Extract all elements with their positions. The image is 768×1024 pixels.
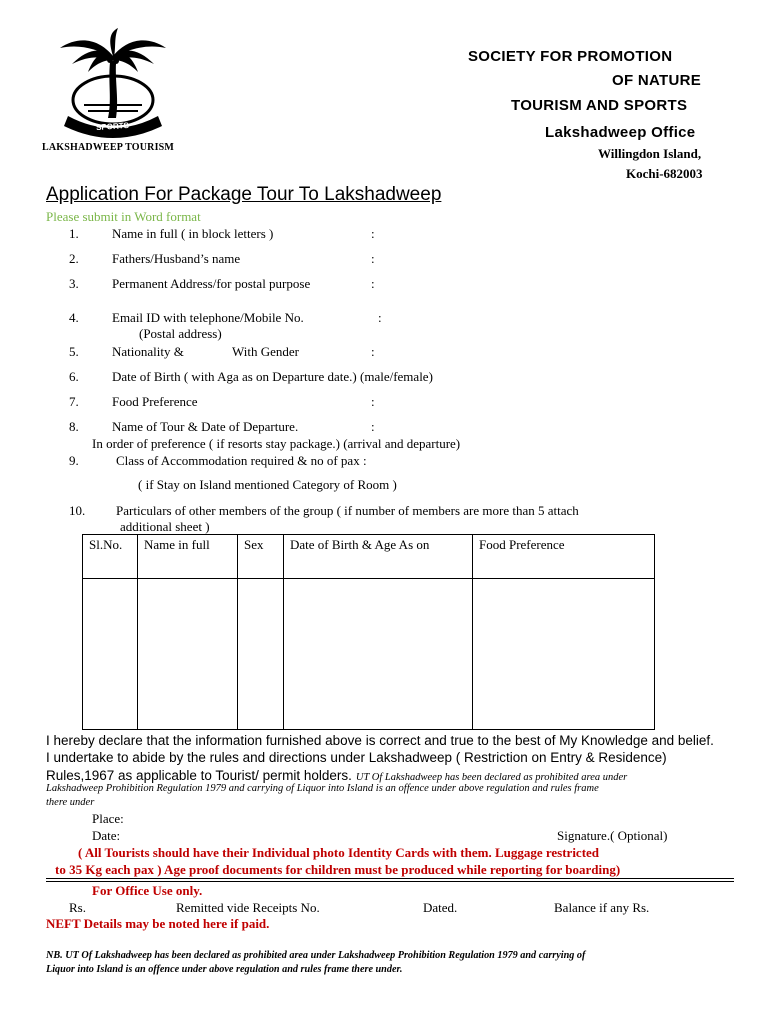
field-colon: : — [371, 226, 375, 241]
rs-label: Rs. — [69, 900, 86, 915]
field-number: 8. — [69, 419, 79, 434]
field-colon: : — [371, 394, 375, 409]
nb-line-1: NB. UT Of Lakshadweep has been declared as prohibited area under Lakshadweep Prohibition Regulation 1979 and carrying of — [46, 950, 586, 961]
column-header: Sl.No. — [83, 535, 138, 579]
field-label: Name of Tour & Date of Departure. — [112, 419, 299, 434]
place-label: Place: — [92, 811, 124, 826]
field-colon: : — [371, 251, 375, 266]
field-sublabel: (Postal address) — [139, 326, 222, 341]
column-header: Name in full — [138, 535, 238, 579]
table-cell[interactable] — [138, 579, 238, 730]
field-number: 1. — [69, 226, 79, 241]
declaration-italic-1: UT Of Lakshadweep has been declared as prohibited area under — [355, 772, 628, 783]
field-label-2: With Gender — [232, 344, 299, 359]
org-address-2: Kochi-682003 — [626, 166, 703, 181]
office-use-heading: For Office Use only. — [92, 883, 203, 898]
logo — [38, 28, 188, 158]
declaration-line-1: I hereby declare that the information furnished above is correct and true to the best of My Knowledge and belief. — [46, 733, 714, 748]
field-colon: : — [371, 344, 375, 359]
field-label: Class of Accommodation required & no of pax : — [116, 453, 367, 468]
field-number: 3. — [69, 276, 79, 291]
format-note: Please submit in Word format — [46, 209, 201, 224]
signature-label: Signature.( Optional) — [557, 828, 668, 843]
notice-line-1: ( All Tourists should have their Individual photo Identity Cards with them. Luggage restricted — [78, 845, 600, 860]
declaration-italic-3: there under — [46, 797, 95, 808]
divider — [46, 878, 734, 879]
field-label: Date of Birth ( with Aga as on Departure date.) (male/female) — [112, 369, 433, 384]
field-number: 4. — [69, 310, 79, 325]
field-label-2: additional sheet ) — [120, 519, 210, 534]
table-cell[interactable] — [238, 579, 284, 730]
table-header-row — [83, 535, 655, 579]
logo-caption: LAKSHADWEEP TOURISM — [42, 142, 175, 153]
field-number: 7. — [69, 394, 79, 409]
field-number: 2. — [69, 251, 79, 266]
date-label: Date: — [92, 828, 121, 843]
notice-line-2: to 35 Kg each pax ) Age proof documents for children must be produced while reporting for boarding) — [55, 862, 621, 877]
table-cell[interactable] — [284, 579, 473, 730]
org-office: Lakshadweep Office — [545, 124, 696, 141]
members-table — [82, 534, 655, 730]
field-colon: : — [371, 419, 375, 434]
field-number: 9. — [69, 453, 79, 468]
field-label: Name in full ( in block letters ) — [112, 226, 274, 241]
declaration-rules-text: Rules,1967 as applicable to Tourist/ permit holders. — [46, 768, 352, 783]
field-label: Email ID with telephone/Mobile No. — [112, 310, 304, 325]
field-label: Fathers/Husband’s name — [112, 251, 241, 266]
org-line-3: TOURISM AND SPORTS — [511, 97, 688, 114]
field-sublabel: In order of preference ( if resorts stay package.) (arrival and departure) — [92, 436, 461, 451]
field-label: Permanent Address/for postal purpose — [112, 276, 311, 291]
field-label: Nationality & — [112, 344, 184, 359]
column-header: Sex — [238, 535, 284, 579]
divider — [46, 881, 734, 882]
org-address-1: Willingdon Island, — [598, 146, 702, 161]
nb-line-2: Liquor into Island is an offence under above regulation and rules frame there under. — [46, 964, 403, 975]
field-sublabel: ( if Stay on Island mentioned Category of Room ) — [138, 477, 397, 492]
field-colon: : — [371, 276, 375, 291]
declaration-line-2: I undertake to abide by the rules and directions under Lakshadweep ( Restriction on Entry & Residence) — [46, 750, 667, 765]
dated-label: Dated. — [423, 900, 458, 915]
field-label: Particulars of other members of the group ( if number of members are more than 5 attach — [116, 503, 579, 518]
field-number: 6. — [69, 369, 79, 384]
declaration-italic-2: Lakshadweep Prohibition Regulation 1979 and carrying of Liquor into Island is an offence under above regulation and rules frame — [46, 783, 599, 794]
table-cell[interactable] — [473, 579, 655, 730]
logo-badge-text: SPORTS — [95, 120, 130, 133]
field-number: 10. — [69, 503, 86, 518]
field-number: 5. — [69, 344, 79, 359]
balance-label: Balance if any Rs. — [554, 900, 650, 915]
remitted-label: Remitted vide Receipts No. — [176, 900, 320, 915]
org-line-1: SOCIETY FOR PROMOTION — [468, 48, 673, 65]
column-header: Date of Birth & Age As on — [284, 535, 473, 579]
table-cell[interactable] — [83, 579, 138, 730]
field-label: Food Preference — [112, 394, 198, 409]
org-line-2: OF NATURE — [612, 72, 702, 89]
neft-note: NEFT Details may be noted here if paid. — [46, 916, 270, 931]
table-row — [83, 579, 655, 730]
field-colon: : — [378, 310, 382, 325]
page-title: Application For Package Tour To Lakshadweep — [46, 184, 442, 205]
column-header: Food Preference — [473, 535, 655, 579]
